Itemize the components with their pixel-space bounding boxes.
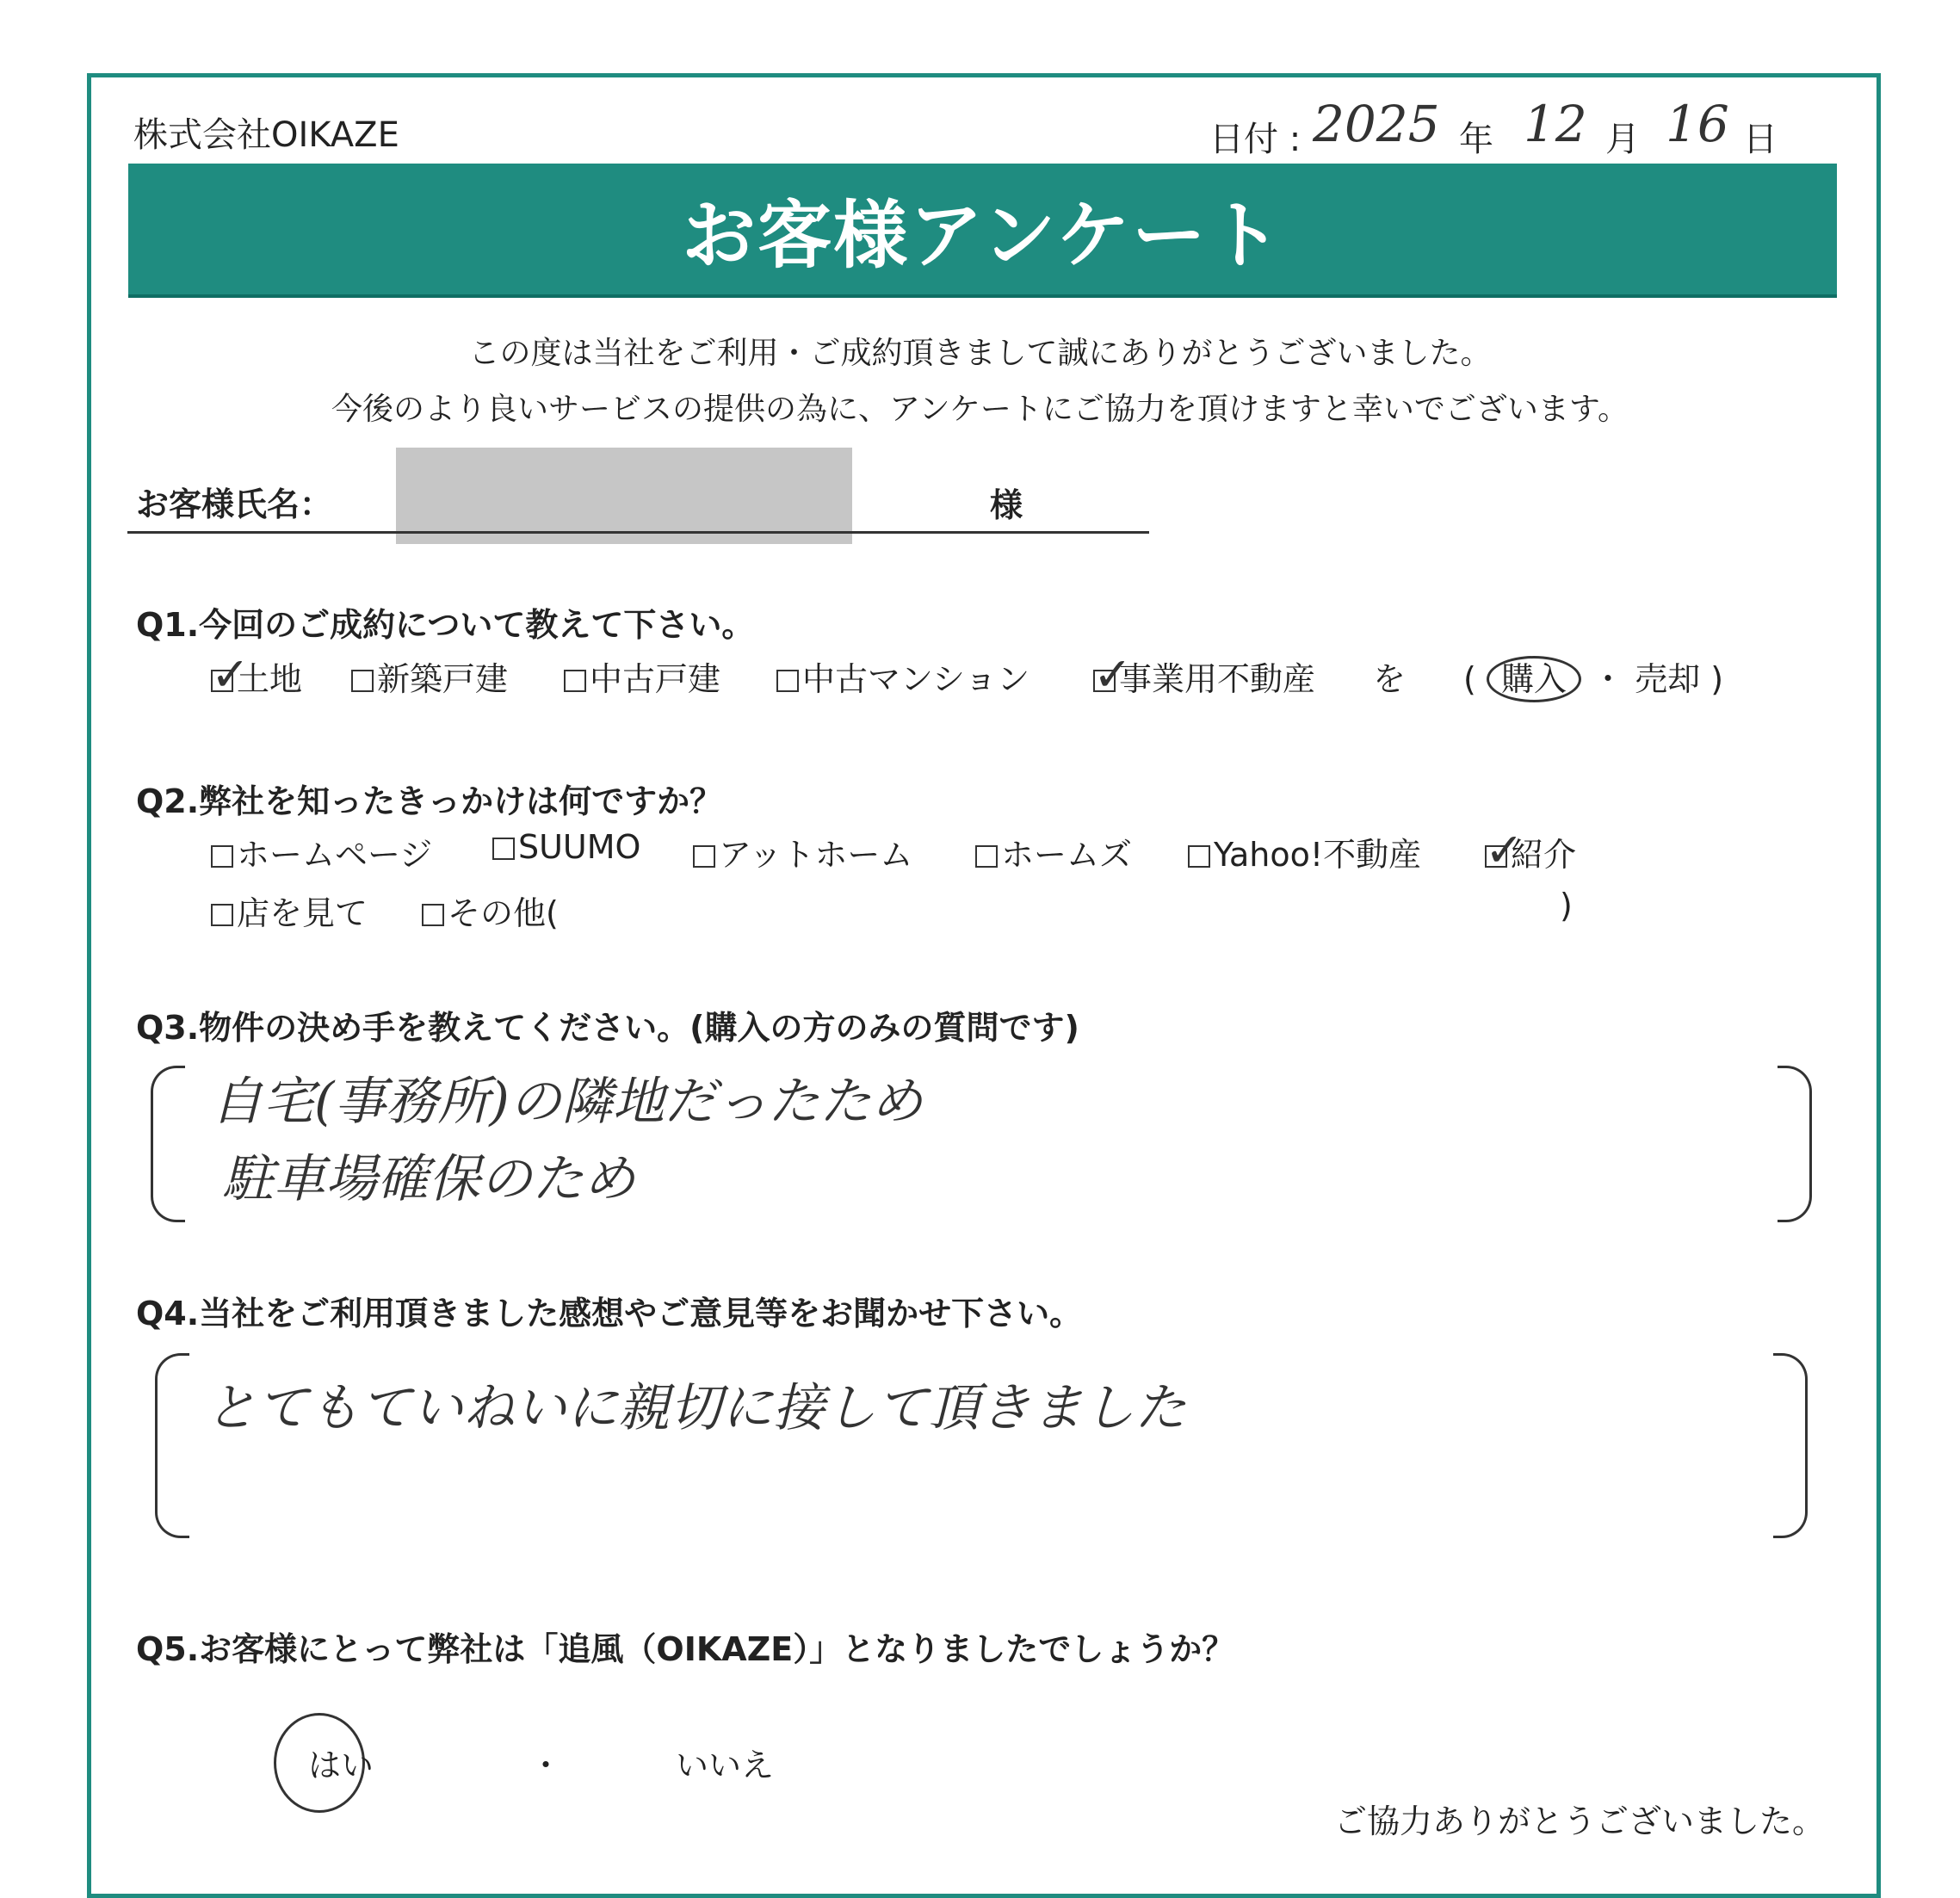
checkbox-other[interactable] — [422, 904, 444, 926]
customer-name-label: お客様氏名： — [136, 485, 333, 523]
q1-option-used-condo[interactable] — [776, 652, 1029, 700]
q5-no-option[interactable]: いいえ — [676, 1747, 775, 1784]
q1-option-land[interactable] — [211, 647, 303, 702]
date-day: 16 — [1666, 95, 1729, 153]
q2-option-homepage[interactable] — [211, 828, 432, 875]
q1-option-new-house[interactable] — [351, 652, 508, 700]
q2-question: Q2.弊社を知ったきっかけは何ですか？ — [136, 782, 723, 820]
option-label: 中古戸建 — [590, 660, 721, 698]
q5-question: Q5.お客様にとって弊社は「追風（OIKAZE）」となりましたでしょうか？ — [136, 1630, 1235, 1668]
customer-name-suffix: 様 — [990, 486, 1023, 524]
option-label: 土地 — [237, 660, 303, 698]
q3-bracket-right — [1778, 1066, 1812, 1222]
option-label: SUUMO — [518, 828, 641, 866]
check-mark-icon: ✓ — [1093, 647, 1133, 702]
date-month-unit: 月 — [1605, 120, 1640, 159]
checkbox-referral[interactable] — [1485, 823, 1524, 877]
q1-particle: を — [1373, 660, 1407, 698]
checkbox-yahoo[interactable] — [1188, 845, 1210, 868]
checkbox-new-house[interactable] — [351, 670, 374, 692]
date-year: 2025 — [1313, 95, 1440, 153]
q3-answer-line-2: 駐車場確保のため — [222, 1149, 635, 1209]
q2-option-referral[interactable] — [1485, 823, 1577, 877]
check-mark-icon: ✓ — [211, 647, 250, 702]
option-label: Yahoo!不動産 — [1214, 836, 1422, 874]
option-label: その他( — [448, 894, 559, 932]
check-mark-icon: ✓ — [1485, 823, 1524, 877]
checkbox-homepage[interactable] — [211, 845, 233, 868]
title-banner — [128, 164, 1837, 298]
redacted-customer-name — [396, 448, 852, 544]
q3-question: Q3.物件の決め手を教えてください。(購入の方のみの質問です) — [136, 1009, 1079, 1047]
checkbox-homes[interactable] — [975, 845, 998, 868]
option-label: ホームページ — [237, 836, 433, 874]
q3-bracket-left — [151, 1066, 185, 1222]
q2-option-homes[interactable] — [975, 828, 1132, 875]
company-name: 株式会社OIKAZE — [133, 115, 399, 155]
sell-option[interactable]: 売却 — [1635, 660, 1701, 698]
paren-open: ( — [1463, 660, 1476, 698]
option-label: 新築戸建 — [377, 660, 509, 698]
buy-option-circled[interactable]: 購入 — [1487, 656, 1581, 702]
paren-close: ) — [1710, 660, 1724, 698]
checkbox-used-house[interactable] — [564, 670, 586, 692]
q1-transaction-type — [1463, 652, 1723, 700]
checkbox-land[interactable] — [211, 647, 250, 702]
option-label: ホームズ — [1001, 836, 1133, 874]
q2-option-athome[interactable] — [693, 828, 912, 875]
q4-bracket-left — [155, 1353, 189, 1538]
date-year-unit: 年 — [1459, 120, 1493, 159]
intro-line-1: この度は当社をご利用・ご成約頂きまして誠にありがとうございました。 — [468, 336, 1492, 371]
q1-question: Q1.今回のご成約について教えて下さい。 — [136, 606, 755, 644]
checkbox-saw-store[interactable] — [211, 904, 233, 926]
page-title: お客様アンケート — [682, 193, 1283, 279]
q1-option-business-property[interactable] — [1093, 647, 1316, 702]
q5-yes-option[interactable]: はい — [308, 1747, 374, 1784]
option-label: 事業用不動産 — [1119, 660, 1316, 698]
q2-other-close: ) — [1560, 887, 1573, 924]
q2-option-yahoo[interactable] — [1188, 828, 1421, 875]
thank-you-message: ご協力ありがとうございました。 — [1334, 1802, 1826, 1840]
q4-question: Q4.当社をご利用頂きました感想やご意見等をお聞かせ下さい。 — [136, 1295, 1083, 1332]
customer-name-underline — [127, 531, 1149, 534]
checkbox-athome[interactable] — [693, 845, 715, 868]
q4-answer: とてもていねいに親切に接して頂きました — [205, 1378, 1186, 1438]
option-label: 中古マンション — [802, 660, 1030, 698]
q4-bracket-right — [1773, 1353, 1808, 1538]
checkbox-business-property[interactable] — [1093, 647, 1133, 702]
q3-answer-line-1: 自宅(事務所)の隣地だったため — [211, 1072, 923, 1132]
date-label: 日付 : — [1209, 120, 1302, 159]
option-label: アットホーム — [719, 836, 913, 874]
q1-option-used-house[interactable] — [564, 652, 720, 700]
q5-separator: ・ — [529, 1747, 563, 1784]
checkbox-suumo[interactable] — [492, 838, 515, 860]
date-field — [1209, 95, 1812, 164]
date-month: 12 — [1524, 95, 1587, 153]
option-label: 店を見て — [237, 894, 368, 932]
q2-option-other[interactable] — [422, 887, 559, 934]
separator-dot: ・ — [1592, 660, 1625, 698]
option-label: 紹介 — [1511, 836, 1577, 874]
q2-option-saw-store[interactable] — [211, 887, 368, 934]
checkbox-used-condo[interactable] — [776, 670, 799, 692]
q2-option-suumo[interactable] — [492, 828, 640, 866]
intro-line-2: 今後のより良いサービスの提供の為に、アンケートにご協力を頂けますと幸いでございます。 — [331, 392, 1629, 427]
date-day-unit: 日 — [1743, 120, 1778, 159]
